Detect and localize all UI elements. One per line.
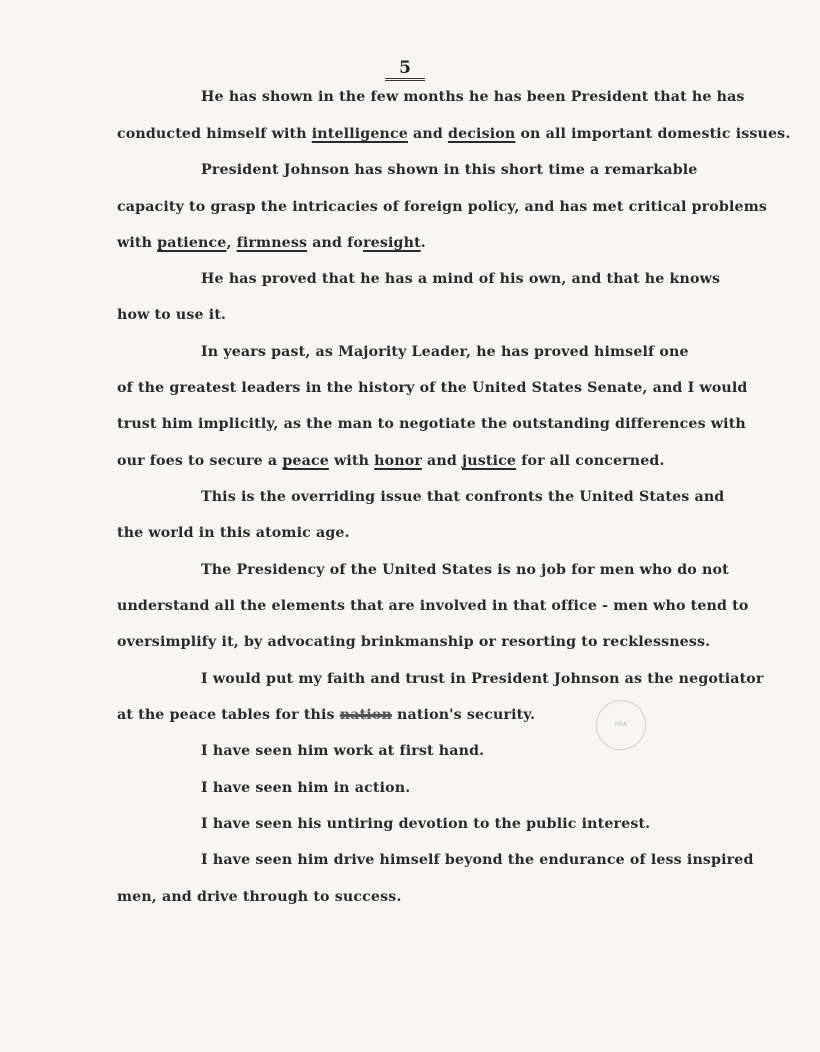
- underlined-word: peace: [282, 453, 329, 469]
- text-line: [201, 671, 764, 687]
- text-span: on all important domestic issues.: [515, 126, 791, 142]
- text-line: [117, 307, 226, 323]
- text-line: [117, 634, 710, 650]
- text-span: I would put my faith and trust in President Johnson as the negotiator: [201, 671, 764, 687]
- text-line: [201, 162, 697, 178]
- text-span: In years past, as Majority Leader, he has proved himself one: [201, 344, 689, 360]
- text-line: [117, 453, 665, 469]
- text-span: President Johnson has shown in this short time a remarkable: [201, 162, 698, 178]
- text-span: how to use it.: [117, 307, 227, 323]
- underlined-word: firmness: [236, 235, 308, 251]
- text-line: [117, 598, 748, 614]
- text-line: [201, 562, 729, 578]
- underlined-word: resight: [363, 235, 421, 251]
- text-line: [117, 380, 748, 396]
- text-line: [201, 852, 754, 868]
- text-span: and: [407, 126, 449, 142]
- text-span: oversimplify it, by advocating brinkmanship or resorting to recklessness.: [117, 634, 711, 650]
- text-line: [117, 235, 426, 251]
- text-span: I have seen him work at first hand.: [201, 743, 485, 759]
- text-line: [201, 816, 650, 832]
- text-line: [201, 489, 724, 505]
- underlined-word: justice: [462, 453, 517, 469]
- text-span: This is the overriding issue that confronts the United States and: [201, 489, 725, 505]
- text-line: [201, 344, 689, 360]
- text-line: [117, 889, 401, 905]
- underlined-word: decision: [448, 126, 516, 142]
- text-span: conducted himself with: [117, 126, 312, 142]
- text-line: [201, 271, 720, 287]
- text-line: [201, 743, 484, 759]
- text-span: with: [117, 235, 158, 251]
- text-span: at the peace tables for this: [117, 707, 340, 723]
- text-span: understand all the elements that are involved in that office - men who tend to: [117, 598, 749, 614]
- text-line: [201, 780, 410, 796]
- struck-word: nation: [339, 707, 392, 723]
- text-span: He has proved that he has a mind of his own, and that he knows: [201, 271, 721, 287]
- text-line: [201, 89, 745, 105]
- text-line: [117, 126, 790, 142]
- text-span: ,: [226, 235, 237, 251]
- page-number: 5: [385, 58, 425, 81]
- text-span: for all concerned.: [516, 453, 665, 469]
- text-span: I have seen him in action.: [201, 780, 411, 796]
- text-span: He has shown in the few months he has been President that he has: [201, 89, 745, 105]
- text-span: The Presidency of the United States is no job for men who do not: [201, 562, 729, 578]
- text-line: [117, 199, 767, 215]
- library-stamp: NRA: [596, 700, 646, 750]
- text-span: of the greatest leaders in the history of the United States Senate, and I would: [117, 380, 748, 396]
- underlined-word: patience: [157, 235, 227, 251]
- text-span: men, and drive through to success.: [117, 889, 402, 905]
- text-span: I have seen him drive himself beyond the endurance of less inspired: [201, 852, 754, 868]
- text-span: .: [420, 235, 426, 251]
- text-span: nation's security.: [391, 707, 536, 723]
- text-span: with: [328, 453, 375, 469]
- text-span: and: [421, 453, 463, 469]
- underlined-word: honor: [374, 453, 422, 469]
- underlined-word: intelligence: [311, 126, 408, 142]
- text-span: I have seen his untiring devotion to the public interest.: [201, 816, 651, 832]
- text-span: capacity to grasp the intricacies of foreign policy, and has met critical problems: [117, 199, 768, 215]
- text-span: trust him implicitly, as the man to negotiate the outstanding differences with: [117, 416, 746, 432]
- text-span: our foes to secure a: [117, 453, 283, 469]
- text-line: [117, 707, 535, 723]
- text-line: [117, 416, 746, 432]
- text-span: the world in this atomic age.: [117, 525, 350, 541]
- text-line: [117, 525, 350, 541]
- text-span: and fo: [307, 235, 364, 251]
